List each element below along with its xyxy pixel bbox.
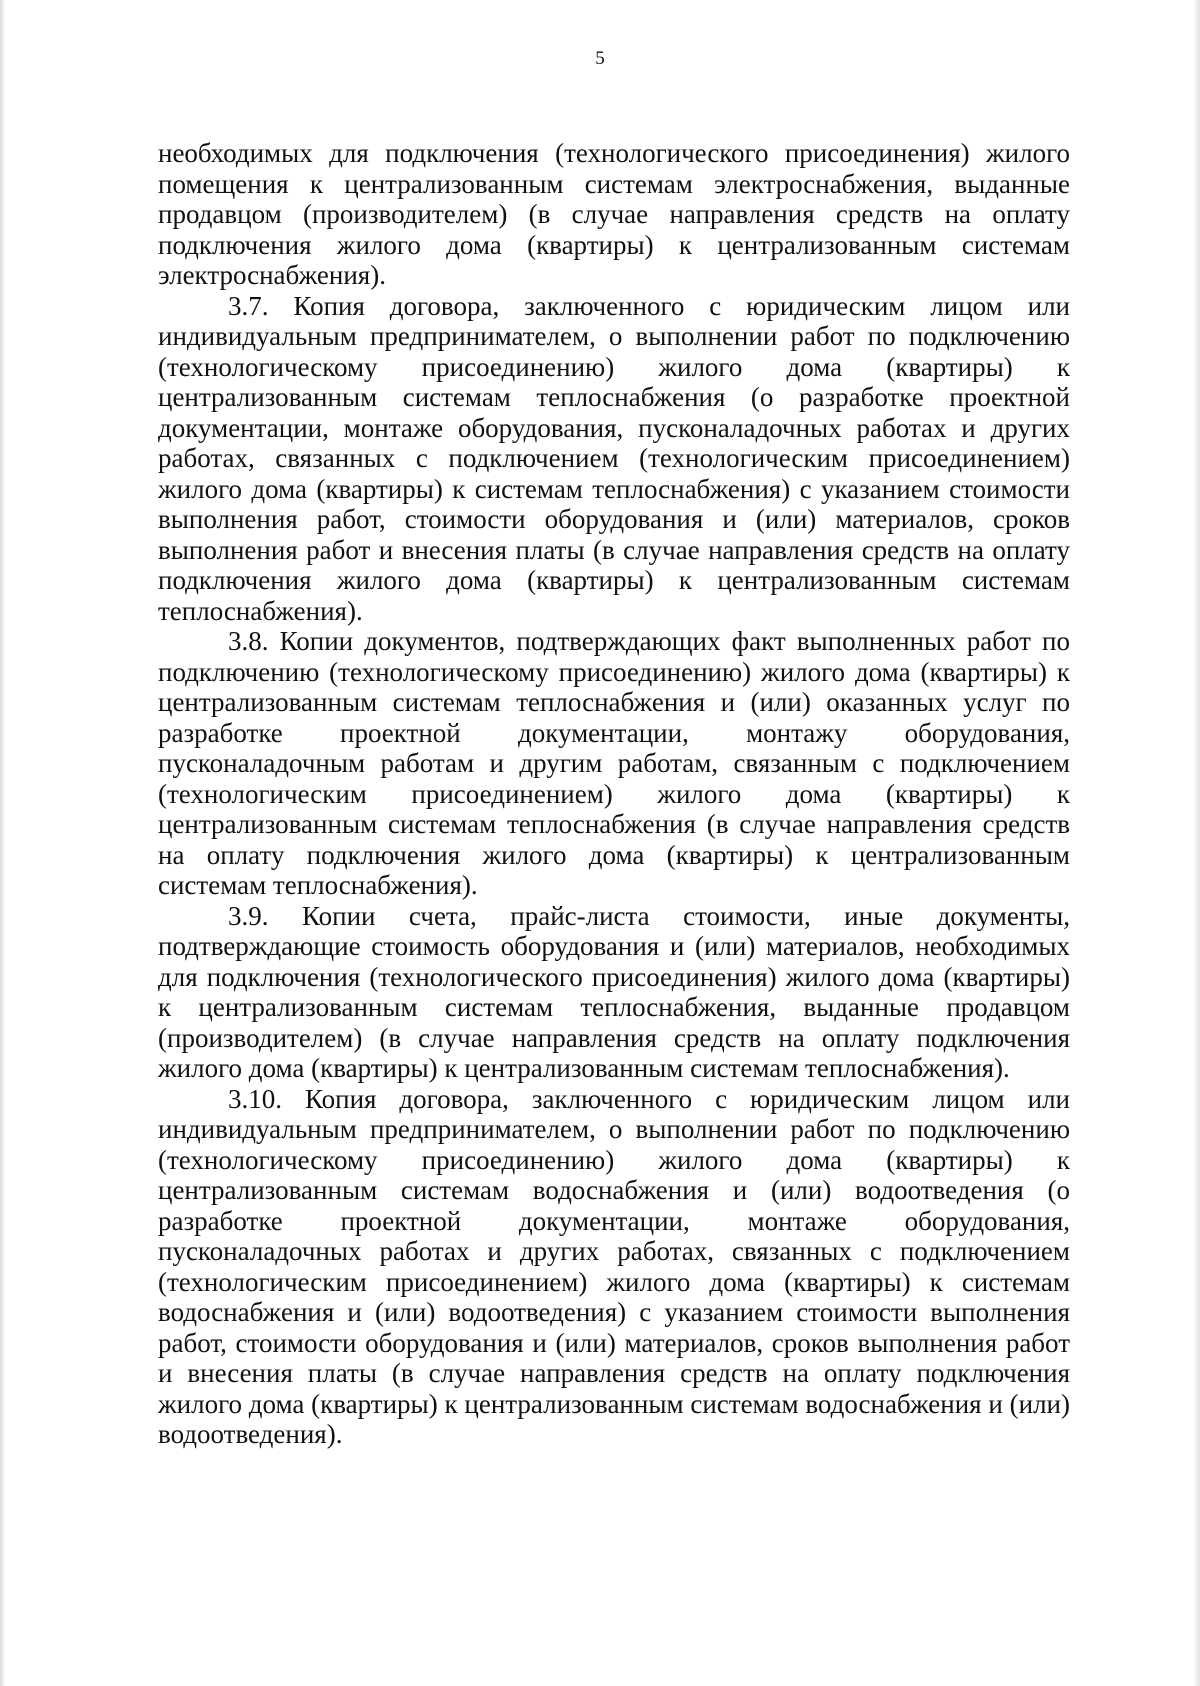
scan-edge-right bbox=[1192, 0, 1200, 1686]
paragraph-3-9: 3.9. Копии счета, прайс-листа стоимости, иные документы, подтверждающие стоимость оборудования и (или) материалов, необходимых для подключения (технологического присоединения) жилого дома (квартиры) к централизованным системам теплоснабжения, выданные продавцом (производителем) (в случае направления средств на оплату подключения жилого дома (квартиры) к централизованным системам теплоснабжения). bbox=[158, 900, 1070, 1083]
page-number: 5 bbox=[595, 48, 605, 69]
paragraph-continuation: необходимых для подключения (технологического присоединения) жилого помещения к централизованным системам электроснабжения, выданные продавцом (производителем) (в случае направления средств на оплату подключения жилого дома (квартиры) к централизованным системам электроснабжения). bbox=[158, 138, 1070, 290]
document-body bbox=[158, 138, 1070, 1450]
paragraph-3-7: 3.7. Копия договора, заключенного с юридическим лицом или индивидуальным предпринимателем, о выполнении работ по подключению (технологическому присоединению) жилого дома (квартиры) к централизованным системам теплоснабжения (о разработке проектной документации, монтаже оборудования, пусконаладочных работах и других работах, связанных с подключением (технологическим присоединением) жилого дома (квартиры) к системам теплоснабжения) с указанием стоимости выполнения работ, стоимости оборудования и (или) материалов, сроков выполнения работ и внесения платы (в случае направления средств на оплату подключения жилого дома (квартиры) к централизованным системам теплоснабжения). bbox=[158, 290, 1070, 626]
paragraph-3-8: 3.8. Копии документов, подтверждающих факт выполненных работ по подключению (технологическому присоединению) жилого дома (квартиры) к централизованным системам теплоснабжения и (или) оказанных услуг по разработке проектной документации, монтажу оборудования, пусконаладочным работам и другим работам, связанным с подключением (технологическим присоединением) жилого дома (квартиры) к централизованным системам теплоснабжения (в случае направления средств на оплату подключения жилого дома (квартиры) к централизованным системам теплоснабжения). bbox=[158, 626, 1070, 900]
scan-edge-left bbox=[0, 0, 6, 1686]
paragraph-3-10: 3.10. Копия договора, заключенного с юридическим лицом или индивидуальным предпринимателем, о выполнении работ по подключению (технологическому присоединению) жилого дома (квартиры) к централизованным системам водоснабжения и (или) водоотведения (о разработке проектной документации, монтаже оборудования, пусконаладочных работах и других работах, связанных с подключением (технологическим присоединением) жилого дома (квартиры) к системам водоснабжения и (или) водоотведения) с указанием стоимости выполнения работ, стоимости оборудования и (или) материалов, сроков выполнения работ и внесения платы (в случае направления средств на оплату подключения жилого дома (квартиры) к централизованным системам водоснабжения и (или) водоотведения). bbox=[158, 1083, 1070, 1449]
